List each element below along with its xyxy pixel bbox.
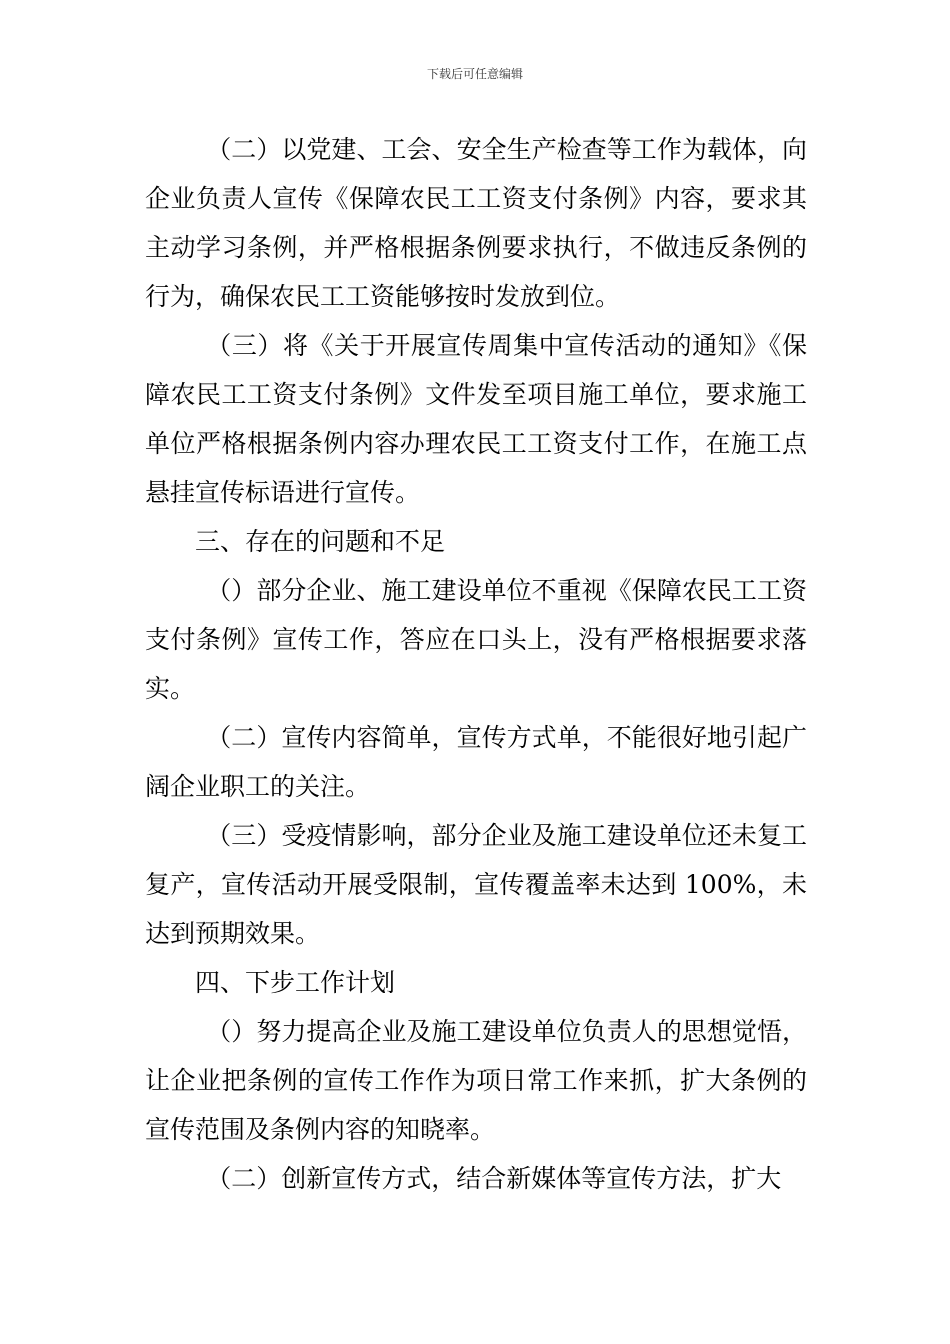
document-body: [145, 125, 807, 1203]
paragraph-problem-1: （）部分企业、施工建设单位不重视《保障农民工工资支付条例》宣传工作，答应在口头上，没有严格根据要求落实。: [145, 576, 807, 703]
paragraph-problem-3: （三）受疫情影响，部分企业及施工建设单位还未复工复产，宣传活动开展受限制，宣传覆盖率未达到 100%，未达到预期效果。: [145, 821, 807, 948]
paragraph-problem-2: （二）宣传内容简单，宣传方式单，不能很好地引起广阔企业职工的关注。: [145, 723, 807, 801]
header-note: 下载后可任意编辑: [426, 67, 523, 81]
section-heading-problems: 三、存在的问题和不足: [195, 527, 446, 556]
paragraph-plan-2: （二）创新宣传方式，结合新媒体等宣传方法，扩大: [206, 1164, 782, 1193]
section-heading-next-plan: 四、下步工作计划: [195, 968, 396, 997]
paragraph-measure-2: （二）以党建、工会、安全生产检查等工作为载体，向企业负责人宣传《保障农民工工资支付条例》内容，要求其主动学习条例，并严格根据条例要求执行，不做违反条例的行为，确保农民工工资能够按时发放到位。: [145, 135, 807, 311]
paragraph-plan-1: （）努力提高企业及施工建设单位负责人的思想觉悟，让企业把条例的宣传工作作为项日常工作来抓，扩大条例的宣传范围及条例内容的知晓率。: [145, 1017, 807, 1144]
paragraph-measure-3: （三）将《关于开展宣传周集中宣传活动的通知》《保障农民工工资支付条例》文件发至项目施工单位，要求施工单位严格根据条例内容办理农民工工资支付工作，在施工点悬挂宣传标语进行宣传。: [145, 331, 807, 507]
